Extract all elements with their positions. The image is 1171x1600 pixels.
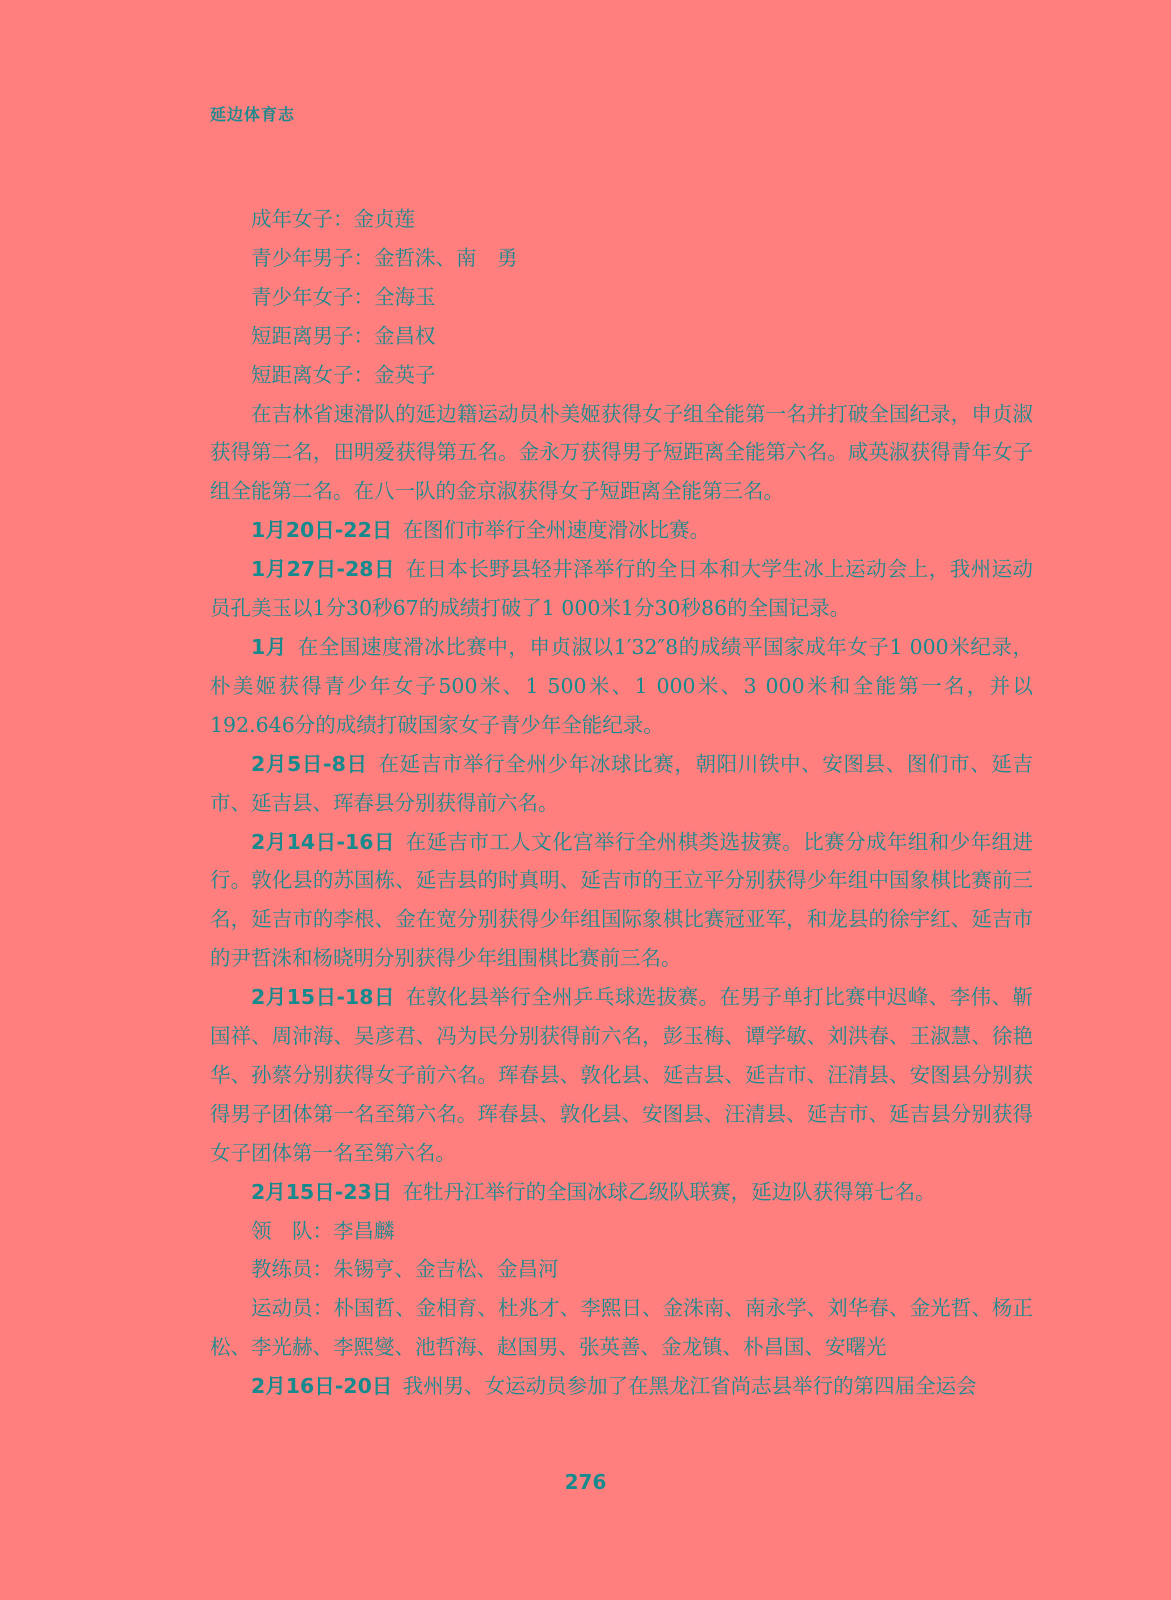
entry-date: 2月16日-20日	[251, 1374, 393, 1399]
entry-date: 2月15日-18日	[251, 985, 395, 1010]
body-text	[210, 200, 1033, 1406]
paragraph	[210, 395, 1033, 512]
paragraph	[210, 745, 1033, 823]
entry-text: 短距离男子：金昌权	[251, 323, 436, 348]
entry-text: 在日本长野县轻井泽举行的全日本和大学生冰上运动会上，我州运动员孔美玉以1分30秒67的成绩打破了1 000米1分30秒86的全国记录。	[210, 557, 1034, 621]
paragraph	[210, 628, 1033, 745]
entry-date: 1月20日-22日	[251, 518, 393, 543]
entry-text: 运动员：朴国哲、金相育、杜兆才、李熙日、金洙南、南永学、刘华春、金光哲、杨正松、李光赫、李熙燮、池哲海、赵国男、张英善、金龙镇、朴昌国、安曙光	[210, 1296, 1033, 1360]
entry-text: 在牡丹江举行的全国冰球乙级队联赛，延边队获得第七名。	[402, 1179, 936, 1204]
entry-date: 2月14日-16日	[251, 829, 395, 854]
entry-date: 1月	[251, 634, 287, 659]
entry-text: 教练员：朱锡亨、金吉松、金昌河	[251, 1257, 559, 1282]
entry-text: 在延吉市举行全州少年冰球比赛，朝阳川铁中、安图县、图们市、延吉市、延吉县、珲春县分别获得前六名。	[210, 751, 1033, 815]
paragraph	[210, 1173, 1033, 1212]
paragraph	[210, 550, 1033, 628]
paragraph	[210, 1367, 1033, 1406]
paragraph	[210, 1212, 1033, 1251]
entry-text: 青少年女子：全海玉	[251, 284, 436, 309]
entry-text: 青少年男子：金哲洙、南 勇	[251, 245, 518, 270]
entry-date: 1月27日-28日	[251, 557, 395, 582]
entry-text: 在全国速度滑冰比赛中，申贞淑以1′32″8的成绩平国家成年女子1 000米纪录，朴美姬获得青少年女子500米、1 500米、1 000米、3 000米和全能第一名，并以192.646分的成绩打破国家女子青少年全能纪录。	[210, 634, 1034, 737]
paragraph	[210, 978, 1033, 1173]
entry-text: 短距离女子：金英子	[251, 362, 436, 387]
paragraph	[210, 1250, 1033, 1289]
entry-text: 我州男、女运动员参加了在黑龙江省尚志县举行的第四届全运会	[402, 1374, 977, 1399]
paragraph	[210, 1289, 1033, 1367]
paragraph	[210, 278, 1033, 317]
entry-text: 在吉林省速滑队的延边籍运动员朴美姬获得女子组全能第一名并打破全国纪录，申贞淑获得第二名，田明爱获得第五名。金永万获得男子短距离全能第六名。咸英淑获得青年女子组全能第二名。在八一队的金京淑获得女子短距离全能第三名。	[210, 401, 1033, 504]
entry-date: 2月15日-23日	[251, 1179, 393, 1204]
paragraph	[210, 823, 1033, 979]
page-number: 276	[564, 1470, 607, 1494]
entry-text: 成年女子：金贞莲	[251, 207, 415, 231]
paragraph	[210, 317, 1033, 356]
entry-date: 2月5日-8日	[251, 751, 368, 776]
paragraph	[210, 239, 1033, 278]
entry-text: 在延吉市工人文化宫举行全州棋类选拔赛。比赛分成年组和少年组进行。敦化县的苏国栋、延吉县的时真明、延吉市的王立平分别获得少年组中国象棋比赛前三名，延吉市的李根、金在宽分别获得少年组国际象棋比赛冠亚军，和龙县的徐宇红、延吉市的尹哲洙和杨晓明分别获得少年组围棋比赛前三名。	[210, 829, 1034, 971]
entry-text: 在图们市举行全州速度滑冰比赛。	[402, 518, 711, 543]
paragraph	[210, 356, 1033, 395]
entry-text: 领 队：李昌麟	[251, 1218, 395, 1243]
paragraph	[210, 511, 1033, 550]
paragraph	[210, 200, 1033, 239]
running-head-title: 延边体育志	[210, 105, 296, 124]
entry-text: 在敦化县举行全州乒乓球选拔赛。在男子单打比赛中迟峰、李伟、靳国祥、周沛海、吴彦君、冯为民分别获得前六名，彭玉梅、谭学敏、刘洪春、王淑慧、徐艳华、孙蔡分别获得女子前六名。珲春县、敦化县、延吉县、延吉市、汪清县、安图县分别获得男子团体第一名至第六名。珲春县、敦化县、安图县、汪清县、延吉市、延吉县分别获得女子团体第一名至第六名。	[210, 985, 1034, 1165]
